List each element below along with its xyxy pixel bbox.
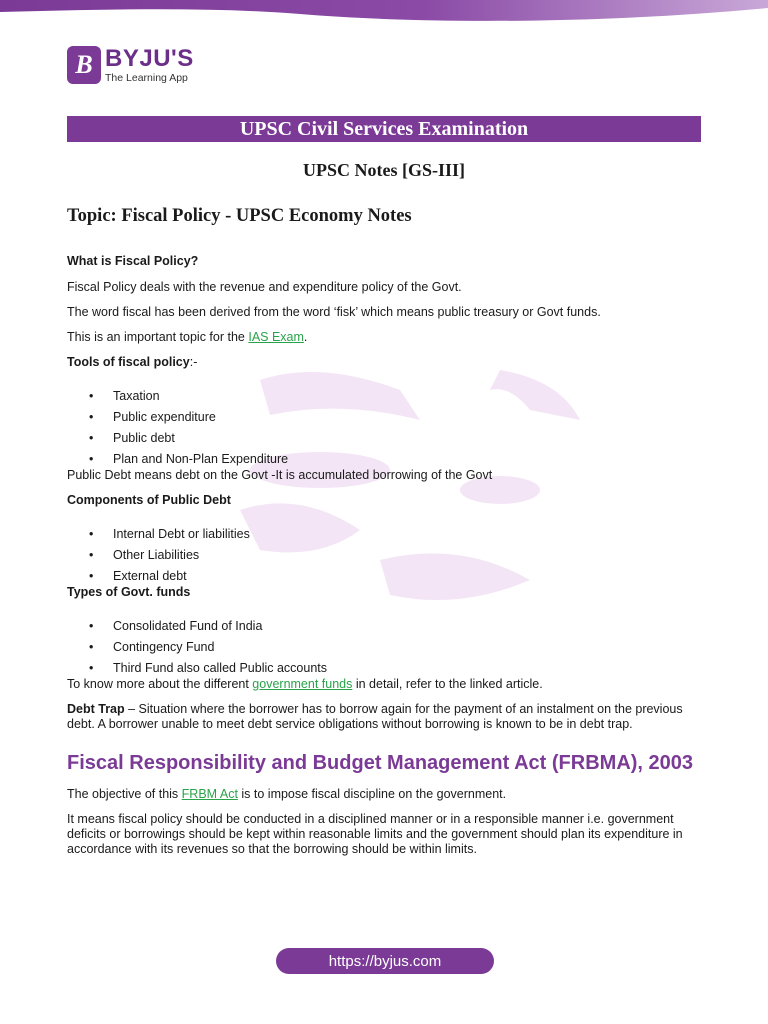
components-heading: Components of Public Debt (67, 493, 231, 507)
list-item: • Plan and Non-Plan Expenditure (67, 452, 707, 468)
list-item: • External debt (67, 569, 707, 585)
know-more-line: To know more about the different government funds in detail, refer to the linked article. (67, 677, 543, 691)
top-wave-decoration (0, 0, 768, 26)
frbm-act-link[interactable]: FRBM Act (181, 787, 238, 801)
ias-exam-link[interactable]: IAS Exam (248, 330, 304, 344)
topic-heading: Topic: Fiscal Policy - UPSC Economy Notes (67, 206, 412, 226)
frbm-section-title: Fiscal Responsibility and Budget Management Act (FRBMA), 2003 (67, 752, 694, 774)
components-list (67, 527, 707, 585)
public-debt-line: Public Debt means debt on the Govt -It is accumulated borrowing of the Govt (67, 468, 493, 482)
funds-list (67, 619, 707, 677)
notes-subtitle: UPSC Notes [GS-III] (303, 160, 465, 180)
list-item: • Taxation (67, 389, 707, 410)
funds-heading: Types of Govt. funds (67, 585, 191, 599)
list-item: • Consolidated Fund of India (67, 619, 707, 640)
frbm-paragraph: It means fiscal policy should be conducted in a disciplined manner or in a responsible manner i.e. government deficits or borrowings should be kept within reasonable limits and the government should plan its expenditure in accordance with its revenues so that the borrowing should be within limits. (67, 812, 683, 856)
paragraph-ias: This is an important topic for the IAS Exam. (67, 330, 308, 344)
paragraph-definition: Fiscal Policy deals with the revenue and expenditure policy of the Govt. (67, 280, 462, 294)
paragraph-etymology: The word fiscal has been derived from the word ‘fisk’ which means public treasury or Govt funds. (67, 305, 601, 319)
list-item: • Public expenditure (67, 410, 707, 431)
footer-url-link[interactable]: https://byjus.com (276, 948, 494, 974)
exam-banner: UPSC Civil Services Examination (67, 116, 701, 142)
list-item: • Third Fund also called Public accounts (67, 661, 707, 677)
what-heading: What is Fiscal Policy? (67, 254, 199, 268)
frbm-objective: The objective of this FRBM Act is to impose fiscal discipline on the government. (67, 787, 507, 801)
logo-mark-icon: B (67, 46, 101, 84)
tools-list (67, 389, 707, 468)
byjus-logo (67, 44, 194, 86)
government-funds-link[interactable]: government funds (252, 677, 353, 691)
tools-heading: Tools of fiscal policy:- (67, 355, 198, 369)
logo-name: BYJU'S (105, 44, 194, 72)
list-item: • Public debt (67, 431, 707, 452)
debt-trap-paragraph: Debt Trap – Situation where the borrower has to borrow again for the payment of an instalment on the previous debt. A borrower unable to meet debt service obligations without borrowing is known to be in debt trap. (67, 702, 683, 731)
notes-content (67, 254, 707, 857)
list-item: • Other Liabilities (67, 548, 707, 569)
list-item: • Contingency Fund (67, 640, 707, 661)
list-item: • Internal Debt or liabilities (67, 527, 707, 548)
logo-tagline: The Learning App (105, 71, 188, 84)
